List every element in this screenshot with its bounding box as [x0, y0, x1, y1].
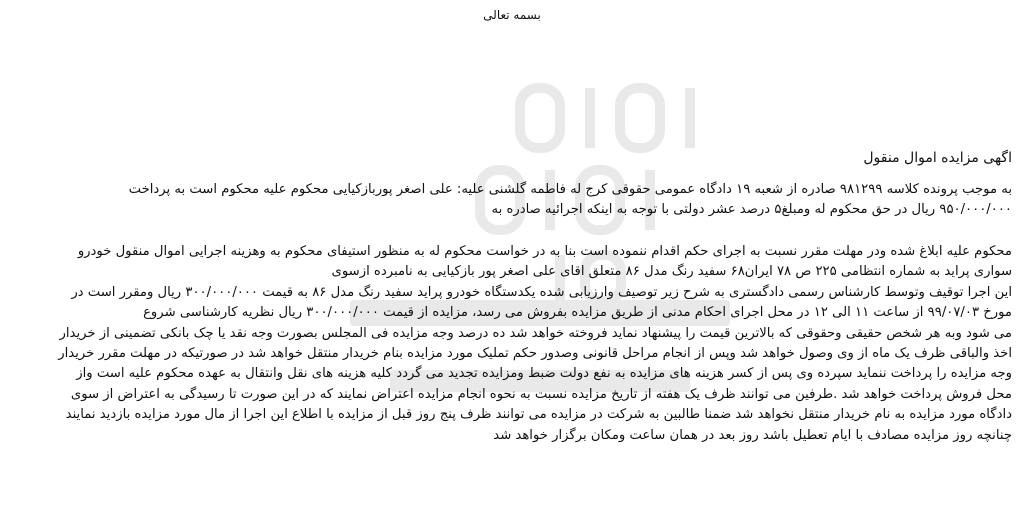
body-line: وجه مزایده را پرداخت ننماید سپرده وی پس از کسر هزینه های مزایده به نفع دولت ضبط ومزایده تجدید می گردد کلیه هزینه های نقل وانتقال به عهده محکوم علیه است واز	[76, 366, 1012, 382]
body-line: این اجرا توقیف وتوسط کارشناس رسمی دادگستری به شرح زیر توصیف وارزیابی شده یکدستگاه خودرو پراید سفید رنگ مدل ۸۶ به قیمت ۳۰۰/۰۰۰/۰۰۰ ریال ومقرر است در	[71, 284, 1012, 300]
body-line: محل فروش پرداخت خواهد شد .طرفین می توانند ظرف یک هفته از تاریخ مزایده نسبت به نحوه انجام مزایده اعتراض نمایند که در این صورت تا رسیدگی به اعتراض از سوی	[70, 386, 1012, 402]
body-line: محکوم علیه ابلاغ شده ودر مهلت مقرر نسبت به اجرای حکم اقدام ننموده است بنا به در خواست محکوم له به منظور استیفای محکوم به وهزینه اجرایی اموال منقول خودرو	[77, 244, 1012, 259]
body-paragraph	[8, 242, 1012, 446]
notice-title: اگهی مزایده اموال منقول	[863, 150, 1012, 166]
intro-line: به موجب پرونده کلاسه ۹۸۱۲۹۹ صادره از شعبه ۱۹ دادگاه عمومی حقوقی کرج له فاطمه گلشنی علیه: علی اصغر پوربازکیایی محکوم علیه محکوم است به پرداخت	[128, 182, 1012, 197]
body-line: دادگاه مورد مزایده به نام خریدار منتقل نخواهد شد ضمنا طالبین به شرکت در مزایده می توانند ظرف پنج روز قبل از مزایده با اطلاع این اجرا از مال مورد مزایده بازدید نمایند	[65, 407, 1012, 423]
body-line: سواری پراید به شماره انتظامی ۲۲۵ ص ۷۸ ایران۶۸ سفید رنگ مدل ۸۶ متعلق اقای علی اصغر پور بازکیایی به نامبرده ازسوی	[331, 264, 1012, 280]
intro-line: ۹۵۰/۰۰۰/۰۰۰ ریال در حق محکوم له ومبلغ۵ درصد عشر دولتی با توجه به اینکه اجرائیه صادره به	[491, 202, 1012, 217]
intro-paragraph	[8, 180, 1012, 220]
body-line: می شود وبه هر شخص حقیقی وحقوقی که بالاترین قیمت را پیشنهاد نماید فروخته خواهد شد ده درصد وجه مزایده فی المجلس بصورت وجه نقد یا چک بانکی تضمینی از خریدار	[59, 325, 1012, 341]
body-line: اخذ والباقی ظرف یک ماه از وی وصول خواهد شد وپس از انجام مراحل قانونی وصدور حکم تملیک مورد مزایده بنام خریدار منتقل خواهد شد در صورتیکه در مهلت مقرر خریدار	[58, 345, 1012, 361]
body-line: چنانچه روز مزایده مصادف با ایام تعطیل باشد روز بعد در همان ساعت ومکان برگزار خواهد شد	[493, 427, 1012, 443]
body-line: مورخ ۹۹/۰۷/۰۳ از ساعت ۱۱ الی ۱۲ در محل اجرای احکام مدنی از طریق مزایده بفروش می رسد، مزایده از قیمت ۳۰۰/۰۰۰/۰۰۰ ریال نظریه کارشناسی شروع	[143, 305, 1012, 321]
invocation-heading: بسمه تعالی	[483, 8, 541, 22]
